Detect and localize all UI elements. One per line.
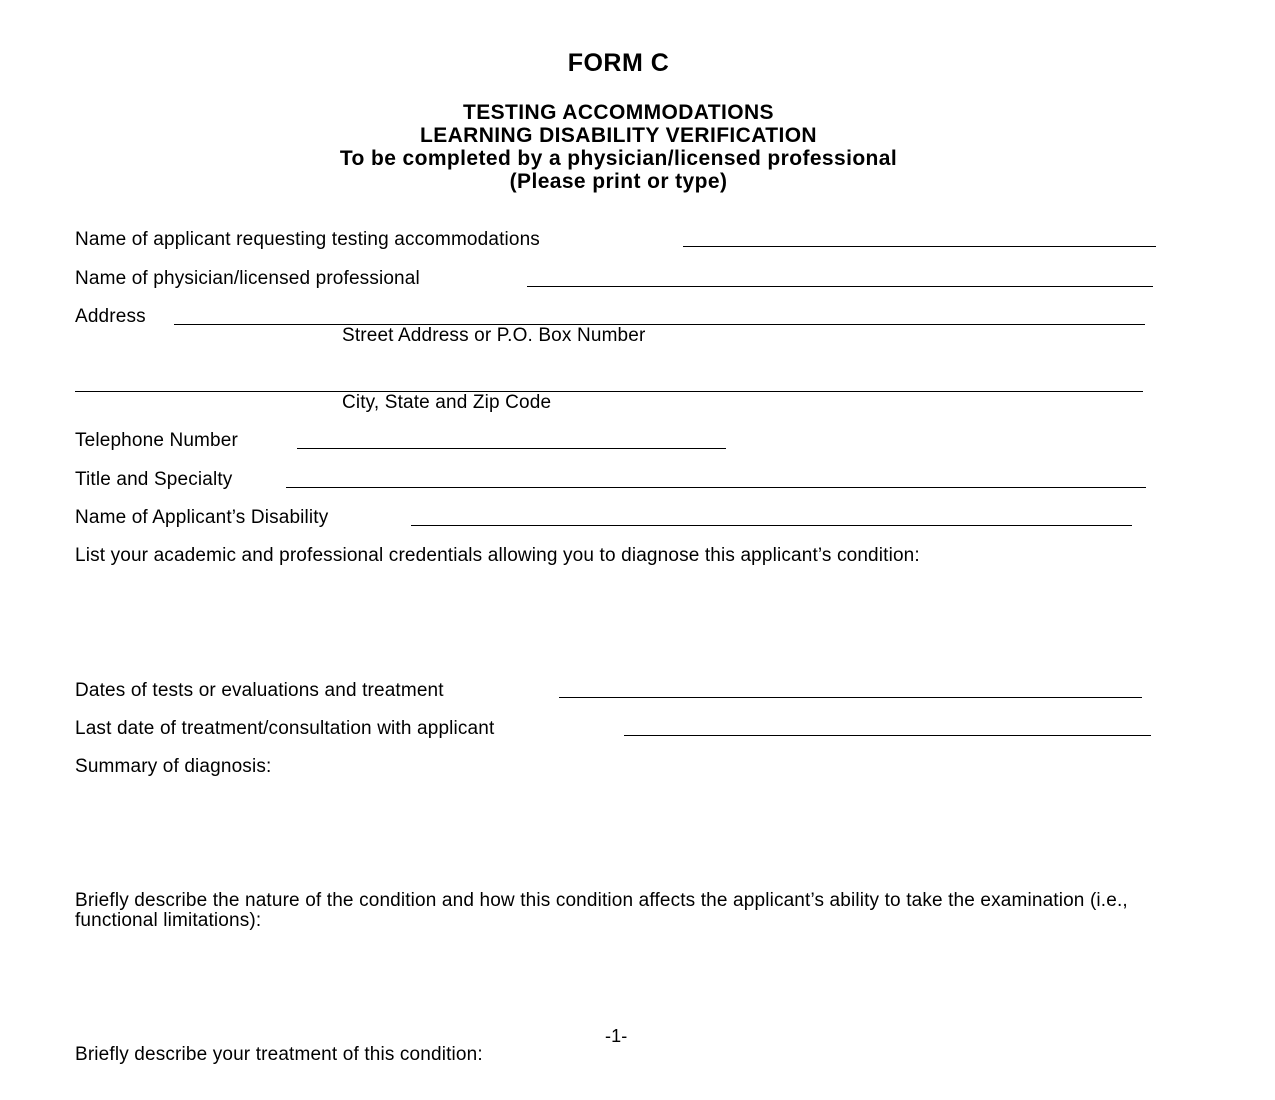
- title-specialty-field[interactable]: [286, 487, 1146, 488]
- city-state-zip-caption: City, State and Zip Code: [342, 392, 552, 413]
- telephone-label: Telephone Number: [75, 430, 238, 451]
- treatment-prompt: Briefly describe your treatment of this condition:: [75, 1044, 483, 1065]
- form-id: FORM C: [567, 49, 670, 77]
- form-title-line-2: LEARNING DISABILITY VERIFICATION: [419, 124, 818, 147]
- condition-prompt: Briefly describe the nature of the condition and how this condition affects the applicant’s ability to take the examination (i.e., functional limitations):: [75, 890, 1128, 931]
- applicant-name-field[interactable]: [683, 246, 1156, 247]
- disability-label: Name of Applicant’s Disability: [75, 507, 329, 528]
- address-label: Address: [75, 306, 146, 327]
- last-date-label: Last date of treatment/consultation with applicant: [75, 718, 495, 739]
- applicant-name-label: Name of applicant requesting testing accommodations: [75, 229, 540, 250]
- street-address-field[interactable]: [174, 324, 1145, 325]
- telephone-field[interactable]: [297, 448, 726, 449]
- form-title-line-1: TESTING ACCOMMODATIONS: [463, 101, 774, 124]
- summary-answer-area[interactable]: [75, 782, 1145, 882]
- dates-label: Dates of tests or evaluations and treatment: [75, 680, 444, 701]
- summary-label: Summary of diagnosis:: [75, 756, 272, 777]
- credentials-prompt: List your academic and professional credentials allowing you to diagnose this applicant’s condition:: [75, 545, 920, 566]
- page-number: -1-: [605, 1026, 628, 1046]
- professional-name-label: Name of physician/licensed professional: [75, 268, 420, 289]
- credentials-answer-area[interactable]: [75, 590, 1145, 670]
- street-address-caption: Street Address or P.O. Box Number: [342, 325, 646, 346]
- professional-name-field[interactable]: [527, 286, 1153, 287]
- form-title-line-4: (Please print or type): [509, 170, 728, 193]
- last-date-field[interactable]: [624, 735, 1151, 736]
- form-title-line-3: To be completed by a physician/licensed professional: [339, 147, 898, 170]
- city-state-zip-field[interactable]: [75, 391, 1143, 392]
- disability-field[interactable]: [411, 525, 1132, 526]
- dates-field[interactable]: [559, 697, 1142, 698]
- condition-answer-area[interactable]: [75, 936, 1145, 1016]
- title-specialty-label: Title and Specialty: [75, 469, 233, 490]
